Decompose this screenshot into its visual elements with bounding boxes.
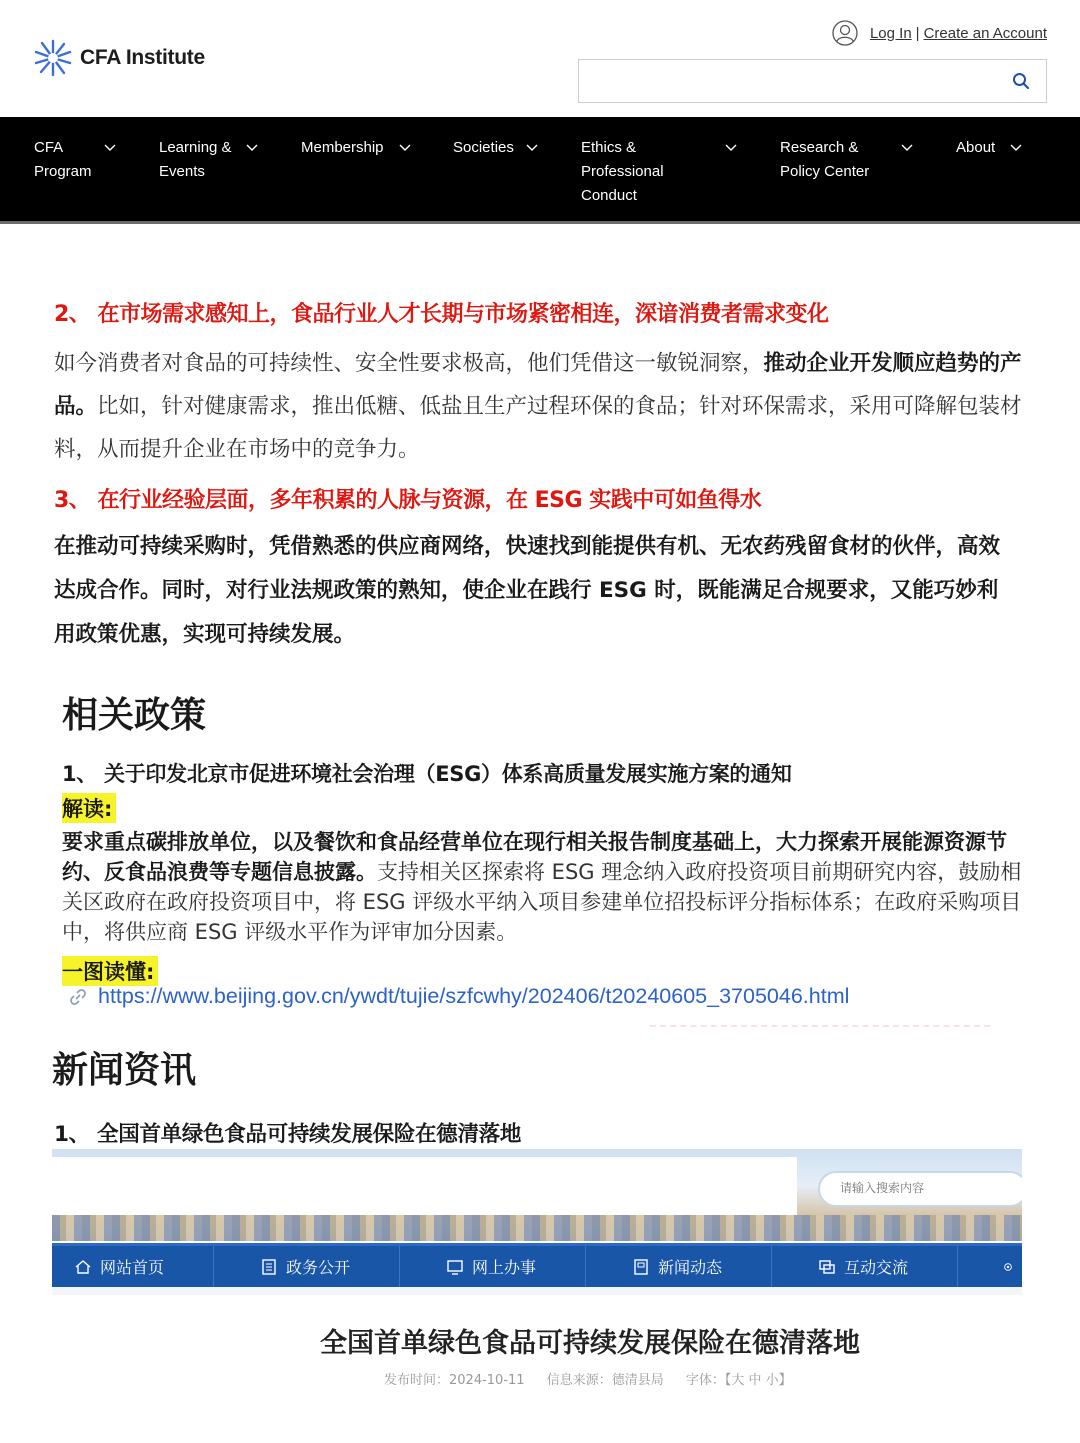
gov-article-title: 全国首单绿色食品可持续发展保险在德清落地: [320, 1328, 860, 1359]
gov-search-input[interactable]: [840, 1173, 1020, 1203]
nav-label: Ethics & Professional Conduct: [581, 139, 664, 204]
meta-font-size[interactable]: 字体：【大 中 小】: [685, 1373, 792, 1388]
chevron-down-icon: [725, 144, 737, 152]
gov-nav-online-services[interactable]: [400, 1246, 586, 1287]
gov-nav: [52, 1243, 1022, 1287]
gov-nav-label: 网上办事: [472, 1258, 537, 1277]
nav-label: Membership: [301, 139, 384, 156]
globe-logo-icon: [33, 38, 73, 78]
gov-banner-skyline: [52, 1215, 1022, 1241]
nav-label: CFA Program: [34, 139, 92, 180]
gov-nav-home[interactable]: [52, 1246, 214, 1287]
gov-nav-label: 政务公开: [286, 1258, 351, 1277]
beijing-gov-link[interactable]: https://www.beijing.gov.cn/ywdt/tujie/szfcwhy/202406/t20240605_3705046.html: [98, 984, 850, 1008]
cfa-logo[interactable]: [33, 38, 205, 78]
link-separator: |: [915, 24, 920, 42]
nav-label: Learning & Events: [159, 139, 232, 180]
policy-body-text: 支持相关区探索将 ESG 理念纳入政府投资项目前期研究内容，鼓励相关区政府在政府投资项目中，将 ESG 评级水平纳入项目参建单位招投标评分指标体系；在政府采购项目中，将供应商 ESG 评级水平作为评审加分因素。: [62, 860, 1022, 944]
nav-label: About: [956, 139, 996, 156]
nav-item-cfa-program[interactable]: [34, 136, 92, 184]
link-icon: [68, 987, 88, 1007]
section-2-text-bold: 推动企业开发顺应趋势的产品。: [54, 351, 1022, 419]
nav-item-learning-events[interactable]: [159, 136, 232, 184]
section-2-text-a: 如今消费者对食品的可持续性、安全性要求极高，他们凭借这一敏锐洞察，: [54, 351, 764, 376]
create-account-link[interactable]: Create an Account: [923, 24, 1047, 42]
chat-icon: [818, 1258, 836, 1276]
infographic-label: 一图读懂:: [62, 956, 158, 986]
chevron-down-icon: [901, 144, 913, 152]
news-section-title: 新闻资讯: [52, 1050, 197, 1091]
site-search: [578, 59, 1047, 103]
article-content: [0, 227, 1080, 1443]
gov-nav-affairs[interactable]: [214, 1246, 400, 1287]
divider: [650, 1025, 990, 1031]
search-input[interactable]: [589, 60, 989, 100]
monitor-icon: [446, 1258, 464, 1276]
site-header: [0, 0, 1080, 117]
news-item-1: 1、 全国首单绿色食品可持续发展保险在德清落地: [54, 1122, 522, 1147]
nav-item-about[interactable]: [956, 136, 995, 160]
nav-item-membership[interactable]: [301, 136, 384, 160]
meta-source: 信息来源：德清县局: [546, 1373, 664, 1388]
policy-section-title: 相关政策: [62, 695, 207, 736]
search-icon[interactable]: [1012, 72, 1030, 90]
nav-label: Societies: [453, 139, 514, 156]
interpret-label: 解读:: [62, 793, 116, 823]
nav-item-research[interactable]: [780, 136, 869, 184]
chevron-down-icon: [246, 144, 258, 152]
gov-nav-news[interactable]: [586, 1246, 772, 1287]
brand-name: CFA Institute: [80, 46, 205, 69]
nav-label: Research & Policy Center: [780, 139, 870, 180]
newspaper-icon: [632, 1258, 650, 1276]
login-link[interactable]: Log In: [869, 24, 912, 42]
gov-nav-label: 互动交流: [844, 1258, 909, 1277]
gov-nav-more[interactable]: [958, 1246, 1022, 1287]
gov-banner-overlay: [52, 1157, 797, 1215]
gov-site-screenshot: [52, 1149, 1022, 1295]
gear-icon: [1002, 1258, 1014, 1276]
gov-article-meta: [384, 1369, 810, 1388]
policy-item-1: 1、 关于印发北京市促进环境社会治理（ESG）体系高质量发展实施方案的通知: [62, 762, 792, 786]
section-2-heading: 2、 在市场需求感知上，食品行业人才长期与市场紧密相连，深谙消费者需求变化: [54, 302, 829, 327]
section-2-paragraph: [54, 342, 1024, 471]
section-3-paragraph: 在推动可持续采购时，凭借熟悉的供应商网络，快速找到能提供有机、无农药残留食材的伙伴，高效达成合作。同时，对行业法规政策的熟知，使企业在践行 ESG 时，既能满足合规要求，又能巧妙利用政策优惠，实现可持续发展。: [54, 534, 1001, 647]
nav-item-societies[interactable]: [453, 136, 514, 160]
gov-nav-label: 新闻动态: [658, 1258, 723, 1277]
policy-body-bold: 要求重点碳排放单位，以及餐饮和食品经营单位在现行相关报告制度基础上，大力探索开展能源资源节约、反食品浪费等专题信息披露。: [62, 830, 1007, 884]
gov-nav-interaction[interactable]: [772, 1246, 958, 1287]
chevron-down-icon: [526, 144, 538, 152]
document-list-icon: [260, 1258, 278, 1276]
section-2-text-c: 比如，针对健康需求，推出低糖、低盐且生产过程环保的食品；针对环保需求，采用可降解包装材料，从而提升企业在市场中的竞争力。: [54, 394, 1022, 462]
chevron-down-icon: [1010, 144, 1022, 152]
meta-date: 发布时间：2024-10-11: [384, 1373, 525, 1388]
policy-body: [62, 827, 1022, 947]
chevron-down-icon: [399, 144, 411, 152]
main-nav: [0, 117, 1080, 224]
gov-nav-label: 网站首页: [100, 1258, 165, 1277]
policy-link: [68, 984, 849, 1009]
section-3-heading: 3、 在行业经验层面，多年积累的人脉与资源，在 ESG 实践中可如鱼得水: [54, 488, 762, 513]
chevron-down-icon: [104, 144, 116, 152]
nav-item-ethics[interactable]: [581, 136, 664, 208]
gov-strip: [52, 1287, 1022, 1295]
user-circle-icon[interactable]: [832, 20, 858, 46]
gov-search-box: [818, 1171, 1022, 1207]
account-links: [832, 20, 1047, 46]
home-icon: [74, 1258, 92, 1276]
